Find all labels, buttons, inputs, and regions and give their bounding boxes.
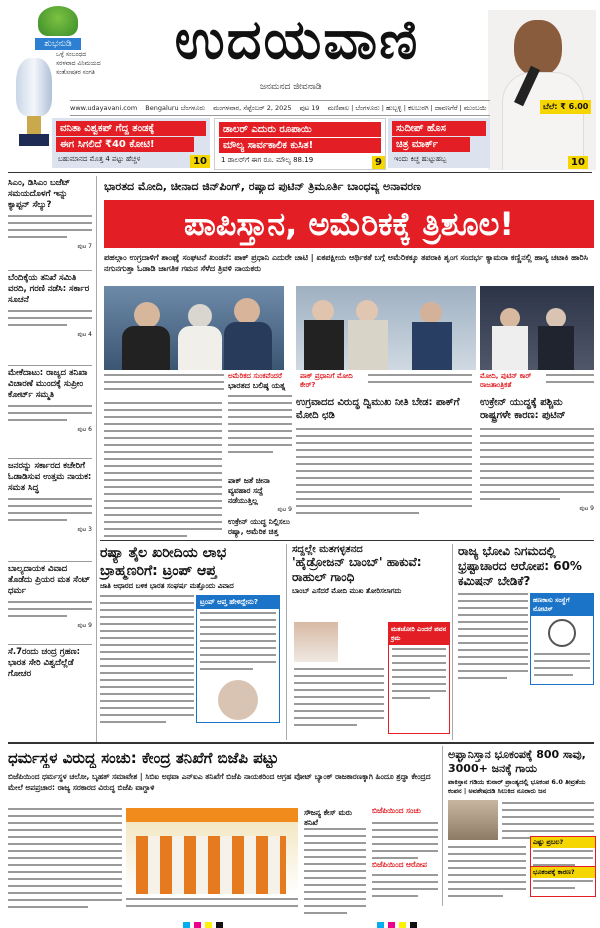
teaser-women-worldcup[interactable] <box>52 118 210 168</box>
story-trump-aide[interactable] <box>100 544 280 740</box>
jump-label: ಪುಟ 9 <box>277 506 292 513</box>
box-title: ಮತಚೋರಿ ಎಂದರೆ ಪವನ ಕ್ರಮ <box>389 623 449 645</box>
pages: ಪುಟ 19 <box>299 104 320 112</box>
sub-head-bjp-allegation: ಬಿಜೆಪಿಯಿಂದ ಆರೋಪ <box>372 860 427 869</box>
jump-label: ಪುಟ 4 <box>77 331 92 338</box>
story-headline: ರಷ್ಯಾ ತೈಲ ಖರೀದಿಯ ಲಾಭ ಬ್ರಾಹ್ಮಣರಿಗೆ: ಟ್ರಂಪ್ ಆಪ್ತ <box>100 545 227 579</box>
jump-label: ಪುಟ 9 <box>77 622 92 629</box>
story-rahul-bomb[interactable] <box>292 544 448 740</box>
left-story[interactable] <box>8 270 92 365</box>
teaser-rupee[interactable] <box>214 118 386 170</box>
story-pak-china[interactable] <box>228 476 292 536</box>
column-rule <box>286 544 287 740</box>
box-title: ಹಣಕಾಸು ಸಂಸ್ಥೆಗೆ ನೋಟಿಸ್ <box>531 594 593 616</box>
teaser-sudeep[interactable] <box>388 118 490 168</box>
body-text <box>372 822 438 864</box>
left-headline: ಮೇಕೆದಾಟು: ರಾಜ್ಯದ ತನಿಖಾ ವಿಚಾರಣೆ ಮುಂದಕ್ಕೆ ಸುಪ್ರೀಂ ಕೋರ್ಟ್ ಸಮ್ಮತಿ <box>8 368 88 400</box>
body-text <box>372 874 438 902</box>
quake-photo <box>448 800 498 840</box>
box-title: ಟ್ರಂಪ್ ಆಪ್ತ ಹೇಳಿದ್ದೇನು? <box>197 596 279 609</box>
photo-label-pak: ಪಾಕ್ ಪ್ರಧಾನಿಗೆ ಮೋದಿ ಕೇರ್? <box>300 372 353 389</box>
tagline: ಜನಮನದ ಜೀವನಾಡಿ <box>260 82 322 92</box>
story-headline: ಉಕ್ರೇನ್ ಯುದ್ಧ ನಿಲ್ಲಿಸಲು ರಷ್ಯಾ, ಅಮೆರಿಕ ಚಿತ್ತ <box>228 517 290 536</box>
jump-label: ಪುಟ 3 <box>77 526 92 533</box>
photo-label-car: ಮೋದಿ, ಪುಟಿನ್ ಕಾರ್ ರಾಜತಾಂತ್ರಿಕತೆ <box>480 372 532 389</box>
city: Bengaluru ಬೆಂಗಳೂರು <box>145 104 206 112</box>
teaser-page-badge: 10 <box>190 155 210 168</box>
emblem-icon <box>548 619 576 647</box>
teaser-line: ಚಿತ್ರ ಮಾರ್ಕ್ <box>392 137 470 152</box>
rahul-photo <box>294 622 338 662</box>
sub-head-bjp: ಬಿಜೆಪಿಯಿಂದ ಸಂಚು <box>372 806 421 815</box>
rally-photo <box>126 808 298 894</box>
caption-lines <box>368 374 472 388</box>
teaser-line: ಈಗ ಸಿಗಲಿದೆ ₹40 ಕೋಟಿ! <box>56 137 194 152</box>
column-rule <box>442 746 443 906</box>
jump-label: ಪುಟ 6 <box>77 426 92 433</box>
info-strip <box>70 100 490 116</box>
lead-headline[interactable]: ಪಾಪಿಸ್ತಾನ, ಅಮೆರಿಕಕ್ಕೆ ತ್ರಿಶೂಲ! <box>184 205 514 243</box>
left-story[interactable] <box>8 365 92 458</box>
story-deck: ಜಾತಿ ಆಧಾರದ ಬಳಿಕ ಭಾರತ ಸಂಘರ್ಷ ಮತ್ತೊಂದು ವಿವಾದ <box>100 582 234 590</box>
box-notice <box>530 593 594 685</box>
left-headline: ಜನರನ್ನು ಸರ್ಕಾರದ ಕಚೇರಿಗೆ ಓಡಾಡಿಸುವ ಉತ್ತಮ ನಾಯಕ: ಸಮತ ಸಿದ್ಧ <box>8 461 92 493</box>
shubhanudi-label: ಶುಭನುಡಿ <box>35 38 81 50</box>
lead-photo-handshake <box>296 286 476 370</box>
afghan-deck: ಪಾಕಿಸ್ತಾನ ಗಡಿಯ ಕುನಾರ್ ಪ್ರಾಂತ್ಯದಲ್ಲಿ ಭೂಕಂಪ 6.0 ತೀವ್ರತೆಯ ಕಂಪನ | ಅವಶೇಷದಡಿ ಸಿಲುಕಿದ ನೂರಾರು ಜನ <box>448 778 586 795</box>
story-modi-terror[interactable] <box>296 396 472 536</box>
left-story[interactable] <box>8 644 92 678</box>
caption-lines <box>546 374 594 388</box>
story-deck: ಬಾಂಬ್ ಎಸೆದರೆ ಮೋದಿ ಮುಖ ತೋರಿಸಲಾಗದು <box>292 587 402 595</box>
caption-lines <box>104 374 224 395</box>
caption-line: ಸರಳವಾದ ವಿನಿಮಯದ <box>56 60 101 67</box>
body-text <box>448 846 526 902</box>
lead-photo-leaders <box>104 286 284 370</box>
lead-photo-car <box>480 286 594 370</box>
aide-photo <box>218 680 258 720</box>
caption-line: ಒಳ್ಳೆ ಸಂಬಂಧದ <box>56 51 87 58</box>
bottom-deck: ಬಿಜೆಪಿಯಿಂದ ಧರ್ಮಸ್ಥಳ ಚಲೋ, ಬೃಹತ್ ಸಮಾವೇಶ | ಸಿಬಿಐ ಅಥವಾ ಎನ್‌ಐಎ ತನಿಖೆಗೆ ಬಿಜೆಪಿ ನಾಯಕರಿಂದ ಆಗ್ರಹ ವೋಟ್ ಬ್ಯಾಂಕ್ ರಾಜಕಾರಣಕ್ಕಾಗಿ ಹಿಂದೂ ಶ್ರದ್ಧಾ ಕೇಂದ್ರದ ಮೇಲೆ ಅಪಪ್ರಚಾರ: ರಾಜ್ಯ ಸರಕಾರದ ವಿರುದ್ಧ ಬಿಜೆಪಿ ವಾಗ್ದಾಳಿ <box>8 772 431 792</box>
body-text <box>104 402 222 542</box>
teaser-sub: ಇಂದು ಕಿಚ್ಚ ಹುಟ್ಟುಹಬ್ಬ <box>394 155 447 163</box>
column-rule <box>96 176 97 742</box>
shubhanudi-logo-icon <box>38 6 78 36</box>
teaser-sub: 1 ಡಾಲರ್‌ಗೆ ಈಗ ರೂ. ಮೌಲ್ಯ 88.19 <box>221 156 314 164</box>
caption-line: ಸಂತೋಷಕರ ಸಂಗತಿ <box>56 69 95 76</box>
rule <box>100 540 594 541</box>
rule <box>8 172 592 173</box>
page-title <box>122 10 472 70</box>
box-matachori <box>388 622 450 734</box>
website[interactable]: www.udayavani.com <box>70 104 138 112</box>
teaser-page-badge: 10 <box>568 156 588 169</box>
afghan-headline[interactable]: ಅಫ್ಘಾನಿಸ್ತಾನ ಭೂಕಂಪಕ್ಕೆ 800 ಸಾವು, 3000+ ಜನಕ್ಕೆ ಗಾಯ <box>448 748 586 775</box>
editions: ಮಣಿಪಾಲ | ಬೆಂಗಳೂರು | ಹುಬ್ಬಳ್ಳಿ | ಕಲಬುರಗಿ | ದಾವಣಗೆರೆ | ಮುಂಬಯಿ <box>327 104 487 112</box>
story-putin-ukraine[interactable] <box>480 396 594 536</box>
left-story[interactable] <box>8 561 92 644</box>
bottom-headline[interactable]: ಧರ್ಮಸ್ಥಳ ವಿರುದ್ಧ ಸಂಚು: ಕೇಂದ್ರ ತನಿಖೆಗೆ ಬಿಜೆಪಿ ಪಟ್ಟು <box>8 749 279 767</box>
story-headline: ಪಾಕ್ ಜತೆ ಚೀನಾ ವ್ಯವಹಾರ ಸದ್ದೆ ನಡೆಯುತ್ತಿಲ್ಲ <box>228 476 270 505</box>
body-text <box>126 898 298 912</box>
left-column <box>8 178 92 678</box>
sudeep-photo <box>488 10 596 170</box>
box-quake-cause <box>530 866 596 897</box>
rule <box>8 742 594 744</box>
teaser-sub: ಬಹುಮಾನದ ಮೊತ್ತ 4 ಪಟ್ಟು ಹೆಚ್ಚಳ <box>58 155 141 163</box>
teaser-page-badge: 9 <box>372 156 385 169</box>
teaser-line: ಮೌಲ್ಯ ಸಾರ್ವಕಾಲಿಕ ಕುಸಿತ! <box>219 138 381 153</box>
masthead-title: ಉದಯವಾಣಿ <box>174 8 420 71</box>
teaser-line: ಸುದೀಪ್ ಹೊಸ <box>392 121 486 136</box>
logo-caption <box>56 50 112 77</box>
jump-label: ಪುಟ 9 <box>579 505 594 512</box>
trophy-icon <box>14 58 54 168</box>
date: ಮಂಗಳವಾರ, ಸೆಪ್ಟೆಂಬರ್ 2, 2025 <box>213 104 292 112</box>
story-kicker: ಅಮೆರಿಕದ ಸುಂಕವೆಂದರೆ <box>228 372 282 380</box>
registration-marks <box>60 914 540 924</box>
body-text <box>8 808 122 913</box>
story-headline: ಉಗ್ರವಾದದ ವಿರುದ್ಧ ದ್ವಿಮುಖ ನೀತಿ ಬೇಡ: ಪಾಕ್‌ಗೆ ಮೋದಿ ಛಡಿ <box>296 397 460 421</box>
sub-head-sowjanya: ಸೌಜನ್ಯ ಕೇಸ್ ಮರು ತನಿಖೆ <box>304 808 352 827</box>
story-headline: 'ಹೈಡ್ರೋಜನ್ ಬಾಂಬ್' ಹಾಕುವೆ: ರಾಹುಲ್ ಗಾಂಧಿ <box>292 555 422 584</box>
teaser-line: ವನಿತಾ ವಿಶ್ವಕಪ್ ಗೆದ್ದ ತಂಡಕ್ಕೆ <box>56 121 206 136</box>
left-story[interactable] <box>8 458 92 561</box>
lead-deck: ಪಹಲ್ಗಾಂ ಉಗ್ರದಾಳಿಗೆ ಶಾಂಘೈ ಸಂಘಟನೆ ಖಂಡನೆ: ಪಾಕ್ ಪ್ರಧಾನಿ ಎದುರೇ ಚಾಟಿ | ಏಕಪಕ್ಷೀಯ ಆರ್ಥಿಕತೆ ಬಗ್ಗೆ ಅಮೆರಿಕಕ್ಕೂ ತಪರಾಕಿ ಶೃಂಗ ಸಂದರ್ಭ ಕ್ಯಾಮರಾ ಕಣ್ಣಿನಲ್ಲಿ ಹಾಸ್ಯ ಚಟಾಕಿ ಹಾರಿಸಿ ನಗುನಗುತ್ತಾ ಓಡಾಡಿ ಜಾಗತಿಕ ಗಮನ ಸೆಳೆದ ತ್ರಿವಳಿ ನಾಯಕರು <box>104 253 588 273</box>
jump-label: ಪುಟ 7 <box>77 243 92 250</box>
column-rule <box>452 544 453 740</box>
left-headline: ಬೆಂದಿಕ್ಕೆಯ ತನಿಖೆ ಸಮಿತಿ ವರದಿ, ಗರಣಿ ನಡೆಸಿ: ಸರ್ಕಾರ ಸೂಚನೆ <box>8 273 90 305</box>
box-title: ಎಷ್ಟು ಪ್ರಬಲ? <box>531 837 595 848</box>
price: ಬೆಲೆ: ₹ 6.00 <box>540 100 591 114</box>
trump-aide-box <box>196 595 280 723</box>
lead-headline-box <box>104 200 594 248</box>
left-headline: ಬಾಲ್ಯದಾಯಕ ವಿವಾದ ತೊಡೆದು ಪ್ರಿಯರ ಮತ ಸೆಂಟ್ ಧರ್ಮ <box>8 564 91 596</box>
box-title: ಭೂಕಂಪಕ್ಕೆ ಕಾರಣ? <box>531 867 595 878</box>
left-headline: ಸಿಎಂ, ಡಿಸಿಎಂ ಬಜೆಟ್ ಸಮಯದೊಳಗೆ ಇನ್ನು ಕ್ಯಾಪ್ಟನ್ ಸೆಲ್ಯು? <box>8 178 71 210</box>
body-text <box>304 828 366 919</box>
teaser-line: ಡಾಲರ್ ಎದುರು ರೂಪಾಯಿ <box>219 122 381 137</box>
story-headline: ರಾಜ್ಯ ಭೋವಿ ನಿಗಮದಲ್ಲಿ ಭ್ರಷ್ಟಾಚಾರದ ಆರೋಪ: 60% ಕಮಿಷನ್ ಬೇಡಿಕೆ? <box>458 544 582 588</box>
left-story[interactable] <box>8 178 92 270</box>
left-headline: ಸೆ.7ರಂದು ಚಂದ್ರ ಗ್ರಹಣ: ಭಾರತ ಸೇರಿ ವಿಶ್ವದೆಲ್ಲೆಡೆ ಗೋಚರ <box>8 647 81 678</box>
story-headline: ಉಕ್ರೇನ್ ಯುದ್ಧಕ್ಕೆ ಪಶ್ಚಿಮ ರಾಷ್ಟ್ರಗಳೇ ಕಾರಣ: ಪುಟಿನ್ <box>480 397 566 421</box>
story-kicker: ಸದ್ದಲ್ಲೇ ಮತಗಳ್ಳತನದ <box>292 544 363 555</box>
story-headline: ಭಾರತದ ಬಲಿಷ್ಠ ಯತ್ನ <box>228 381 286 390</box>
lead-kicker: ಭಾರತದ ಮೋದಿ, ಚೀನಾದ ಜಿನ್‌ಪಿಂಗ್, ರಷ್ಯಾದ ಪುಟಿನ್ ತ್ರಿಮೂರ್ತಿ ಬಾಂಧವ್ಯ ಅನಾವರಣ <box>104 180 421 193</box>
story-bhovi-nigama[interactable] <box>458 544 594 740</box>
